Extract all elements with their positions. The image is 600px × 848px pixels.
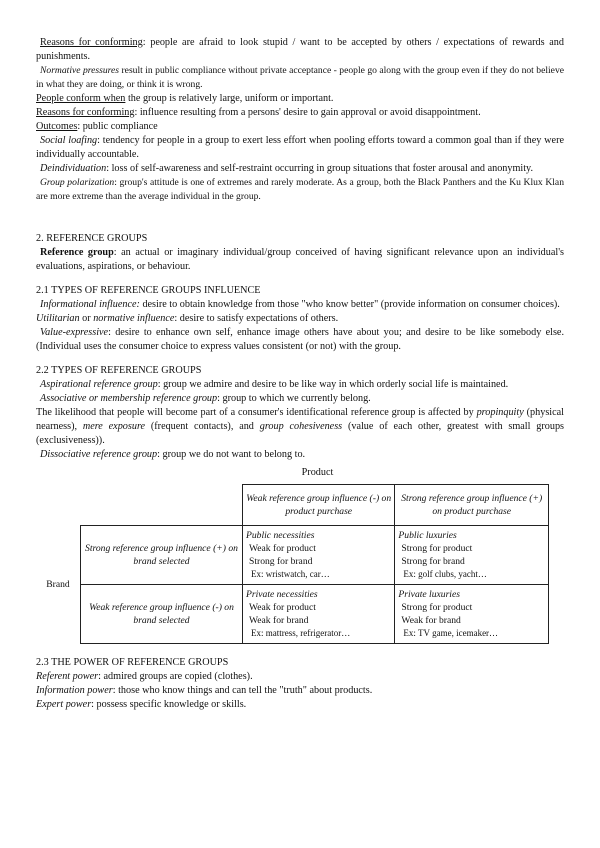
cell-public-luxuries (395, 526, 549, 585)
term-value-expressive: Value-expressive (40, 327, 109, 338)
influence-matrix (36, 484, 549, 644)
row-header-strong-brand: Strong reference group influence (+) on brand selected (81, 526, 243, 585)
matrix-product-caption: Product (301, 467, 334, 478)
cell-product-influence: Strong for product (401, 543, 473, 554)
definition-text: : an actual or imaginary individual/group conceived of having significant relevance upon an individual's evaluations, aspirations, or behaviour. (36, 247, 564, 272)
term-reference-group: Reference group (40, 247, 114, 258)
dissociative-group (36, 448, 564, 462)
reasons-conforming-2 (36, 106, 564, 120)
body-text: The likelihood that people will become part of a consumer's identificational reference group is affected by (36, 407, 477, 418)
cell-example: Ex: golf clubs, yacht… (403, 569, 487, 579)
cell-product-influence: Weak for product (249, 543, 316, 554)
section-heading-types-groups: 2.2 TYPES OF REFERENCE GROUPS (36, 365, 202, 376)
term-referent-power: Referent power (36, 671, 99, 682)
social-loafing (36, 134, 564, 162)
term-reasons-conforming: Reasons for conforming (40, 37, 143, 48)
likelihood-paragraph (36, 406, 564, 448)
term-outcomes: Outcomes (36, 121, 78, 132)
aspirational-group (36, 378, 564, 392)
definition-text: : influence resulting from a persons' desire to gain approval or avoid disappointment. (134, 107, 481, 118)
expert-power (36, 698, 564, 712)
cell-brand-influence: Strong for brand (249, 556, 313, 567)
term-mere-exposure: mere exposure (82, 421, 146, 432)
value-expressive-influence (36, 326, 564, 354)
term-propinquity: propinquity (476, 407, 524, 418)
spacer (36, 644, 564, 656)
term-informational-influence: Informational influence: (40, 299, 140, 310)
definition-text: : desire to satisfy expectations of others. (174, 313, 339, 324)
term-deindividuation: Deindividuation (40, 163, 107, 174)
term-social-loafing: Social loafing (40, 135, 98, 146)
matrix-header-row (36, 485, 549, 526)
definition-text: : group we do not want to belong to. (157, 449, 306, 460)
cell-title: Private necessities (246, 589, 318, 600)
information-power (36, 684, 564, 698)
term-conform-when: People conform when (36, 93, 126, 104)
definition-text: : tendency for people in a group to exert less effort when pooling efforts toward a common goal than if they were individually accountable. (36, 135, 564, 160)
definition-text: desire to obtain knowledge from those "who know better" (provide information on consumer choices). (139, 299, 560, 310)
spacer (36, 354, 564, 364)
body-text: (physical nearness), (36, 407, 564, 432)
cell-title: Public luxuries (398, 530, 457, 541)
body-text: (value of each other, greatest with small groups (exclusiveness)). (36, 421, 565, 446)
term-expert-power: Expert power (36, 699, 92, 710)
definition-text: : possess specific knowledge or skills. (91, 699, 247, 710)
matrix-row-strong-brand (36, 526, 549, 585)
conform-when (36, 92, 564, 106)
column-header-weak-product: Weak reference group influence (-) on product purchase (243, 485, 395, 526)
term-group-cohesiveness: group cohesiveness (259, 421, 343, 432)
cell-brand-influence: Weak for brand (401, 615, 461, 626)
definition-text: result in public compliance without private acceptance - people go along with the group even if they do not believe in what they are doing, or think it is wrong. (36, 65, 564, 90)
associative-group (36, 392, 564, 406)
group-polarization (36, 176, 564, 204)
cell-brand-influence: Weak for brand (249, 615, 309, 626)
definition-text: : group we admire and desire to be like way in which orderly social life is maintained. (157, 379, 509, 390)
matrix-empty-corner (36, 485, 81, 526)
section-heading-reference-groups: 2. REFERENCE GROUPS (36, 233, 148, 244)
cell-product-influence: Weak for product (249, 602, 316, 613)
cell-title: Private luxuries (398, 589, 460, 600)
reasons-conforming-1 (36, 36, 564, 64)
term-normative-influence: normative influence (93, 313, 175, 324)
cell-example: Ex: wristwatch, car… (251, 569, 330, 579)
definition-text: the group is relatively large, uniform or important. (125, 93, 334, 104)
term-associative: Associative or membership reference group (40, 393, 218, 404)
referent-power (36, 670, 564, 684)
informational-influence (36, 298, 564, 312)
definition-text: : group to which we currently belong. (217, 393, 371, 404)
cell-private-luxuries (395, 585, 549, 644)
term-normative-pressures: Normative pressures (40, 65, 120, 76)
matrix-empty-corner (81, 485, 243, 526)
reference-group-definition (36, 246, 564, 274)
definition-text: : people are afraid to look stupid / want to be accepted by others / expectations of rewards and punishments. (36, 37, 564, 62)
definition-text: : loss of self-awareness and self-restraint occurring in group situations that foster arousal and anonymity. (106, 163, 534, 174)
term-utilitarian: Utilitarian (36, 313, 80, 324)
deindividuation (36, 162, 564, 176)
term-dissociative: Dissociative reference group (40, 449, 158, 460)
section-heading-types-influence: 2.1 TYPES OF REFERENCE GROUPS INFLUENCE (36, 285, 261, 296)
matrix-brand-label: Brand (46, 579, 70, 590)
spacer (36, 274, 564, 284)
section-heading-power: 2.3 THE POWER OF REFERENCE GROUPS (36, 657, 229, 668)
row-header-weak-brand: Weak reference group influence (-) on brand selected (81, 585, 243, 644)
term-aspirational: Aspirational reference group (40, 379, 158, 390)
cell-public-necessities (243, 526, 395, 585)
cell-title: Public necessities (246, 530, 315, 541)
spacer (36, 204, 564, 232)
definition-text: : desire to enhance own self, enhance image others have about you; and desire to be like somebody else. (Individual uses the consumer choice to express values consistent (or not) with the group. (36, 327, 564, 352)
cell-private-necessities (243, 585, 395, 644)
cell-example: Ex: mattress, refrigerator… (251, 628, 351, 638)
definition-text: : admired groups are copied (clothes). (98, 671, 253, 682)
matrix-row-weak-brand (36, 585, 549, 644)
cell-example: Ex: TV game, icemaker… (403, 628, 499, 638)
term-information-power: Information power (36, 685, 113, 696)
term-reasons-conforming: Reasons for conforming (36, 107, 135, 118)
column-header-strong-product: Strong reference group influence (+) on product purchase (395, 485, 549, 526)
body-text: (frequent contacts), and (145, 421, 260, 432)
definition-text: : public compliance (77, 121, 158, 132)
cell-product-influence: Strong for product (401, 602, 473, 613)
connector-text: or (79, 313, 94, 324)
utilitarian-influence (36, 312, 564, 326)
definition-text: : those who know things and can tell the "truth" about products. (112, 685, 373, 696)
term-group-polarization: Group polarization (40, 177, 115, 188)
definition-text: : group's attitude is one of extremes and rarely moderate. As a group, both the Black Panthers and the Ku Klux Klan are more extreme than the average individual in the group. (36, 177, 564, 202)
normative-pressures (36, 64, 564, 92)
outcomes (36, 120, 564, 134)
document-page (36, 36, 564, 712)
cell-brand-influence: Strong for brand (401, 556, 465, 567)
